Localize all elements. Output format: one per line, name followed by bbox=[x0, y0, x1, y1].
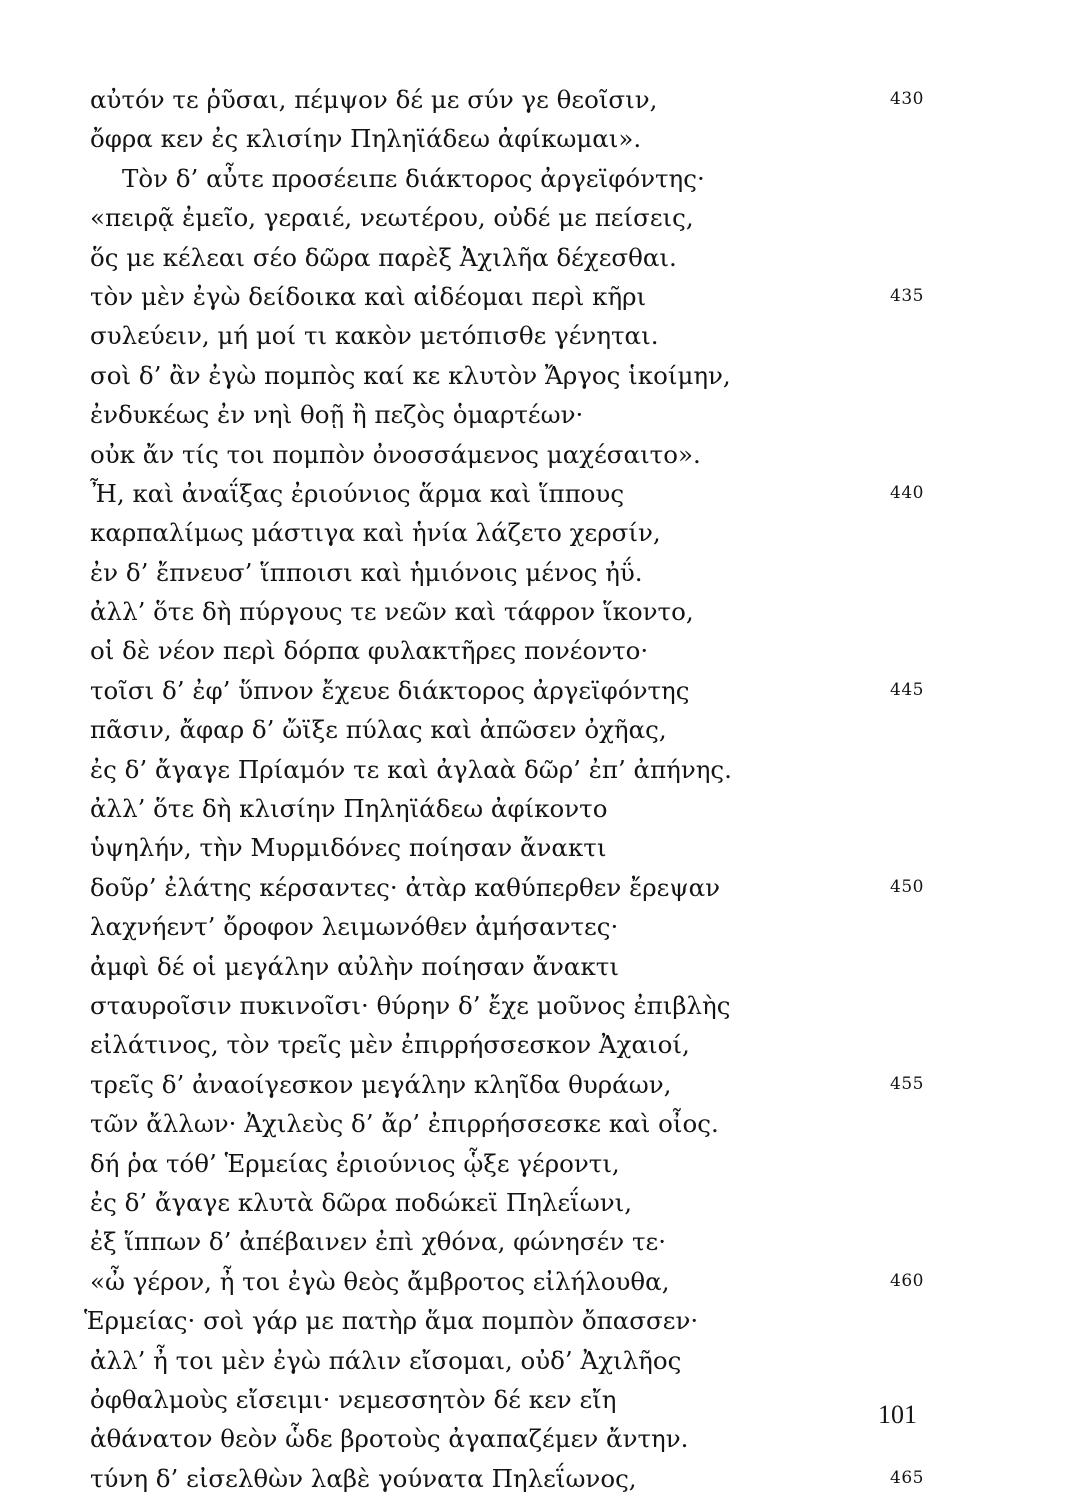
verse-text: τὸν μὲν ἐγὼ δείδοικα καὶ αἰδέομαι περὶ κῆρι bbox=[90, 281, 647, 311]
line-number: 465 bbox=[890, 1467, 924, 1488]
verse-text: δοῦρ’ ἐλάτης κέρσαντες· ἀτὰρ καθύπερθεν ἔρεψαν bbox=[90, 872, 721, 902]
verse-line bbox=[90, 1104, 1030, 1143]
verse-text: δή ῥα τόθ’ Ἑρμείας ἐριούνιος ᾧξε γέροντι, bbox=[90, 1148, 620, 1178]
verse-line bbox=[90, 513, 1030, 552]
line-number: 450 bbox=[890, 876, 924, 897]
verse-text: πᾶσιν, ἄφαρ δ’ ὤϊξε πύλας καὶ ἀπῶσεν ὀχῆας, bbox=[90, 715, 667, 745]
verse-text: τύνη δ’ εἰσελθὼν λαβὲ γούνατα Πηλεΐωνος, bbox=[90, 1463, 637, 1493]
verse-line bbox=[90, 553, 1030, 592]
verse-text: ἀμφὶ δέ οἱ μεγάλην αὐλὴν ποίησαν ἄνακτι bbox=[90, 951, 619, 981]
verse-text: ἐς δ’ ἄγαγε Πρίαμόν τε καὶ ἀγλαὰ δῶρ’ ἐπ’ ἀπήνης. bbox=[90, 754, 732, 784]
page-number: 101 bbox=[878, 1400, 917, 1429]
verse-text: ἀλλ’ ὅτε δὴ κλισίην Πηληϊάδεω ἀφίκοντο bbox=[90, 794, 608, 824]
verse-line bbox=[90, 1065, 1030, 1104]
verse-line bbox=[90, 277, 1030, 316]
verse-text: ἐνδυκέως ἐν νηὶ θοῇ ἢ πεζὸς ὁμαρτέων· bbox=[90, 400, 584, 430]
verse-text: «ὦ γέρον, ἦ τοι ἐγὼ θεὸς ἄμβροτος εἰλήλουθα, bbox=[90, 1266, 670, 1296]
verse-line bbox=[90, 1183, 1030, 1222]
verse-list bbox=[84, 80, 1030, 1498]
verse-line bbox=[90, 356, 1030, 395]
verse-line bbox=[90, 868, 1030, 907]
verse-line bbox=[90, 1144, 1030, 1183]
verse-line bbox=[90, 474, 1030, 513]
line-number: 430 bbox=[890, 89, 924, 109]
line-number: 435 bbox=[890, 285, 924, 306]
verse-text: λαχνήεντ’ ὄροφον λειμωνόθεν ἀμήσαντες· bbox=[90, 912, 619, 942]
verse-text: αὐτόν τε ῥῦσαι, πέμψον δέ με σύν γε θεοῖσιν, bbox=[90, 85, 658, 114]
verse-line bbox=[90, 316, 1030, 355]
verse-text: ὑψηλήν, τὴν Μυρμιδόνες ποίησαν ἄνακτι bbox=[90, 833, 607, 863]
verse-line bbox=[90, 238, 1030, 277]
line-number: 460 bbox=[890, 1270, 924, 1291]
verse-text: τῶν ἄλλων· Ἀχιλεὺς δ’ ἄρ’ ἐπιρρήσσεσκε καὶ οἶος. bbox=[90, 1109, 719, 1139]
verse-text: ἀλλ’ ὅτε δὴ πύργους τε νεῶν καὶ τάφρον ἵκοντο, bbox=[90, 597, 694, 627]
verse-text: εἰλάτινος, τὸν τρεῖς μὲν ἐπιρρήσσεσκον Ἀχαιοί, bbox=[90, 1030, 690, 1060]
verse-text: σταυροῖσιν πυκινοῖσι· θύρην δ’ ἔχε μοῦνος ἐπιβλὴς bbox=[90, 990, 731, 1020]
verse-line bbox=[84, 1301, 1030, 1340]
verse-text: ἐξ ἵππων δ’ ἀπέβαινεν ἐπὶ χθόνα, φώνησέν τε· bbox=[90, 1227, 666, 1257]
verse-line bbox=[90, 592, 1030, 631]
verse-text: ἀθάνατον θεὸν ὧδε βροτοὺς ἀγαπαζέμεν ἄντην. bbox=[90, 1424, 689, 1454]
verse-line bbox=[90, 986, 1030, 1025]
verse-line bbox=[90, 828, 1030, 867]
verse-line bbox=[90, 198, 1030, 237]
verse-line bbox=[90, 435, 1030, 474]
verse-text: σοὶ δ’ ἂν ἐγὼ πομπὸς καί κε κλυτὸν Ἄργος ἱκοίμην, bbox=[90, 360, 731, 390]
verse-line bbox=[90, 1025, 1030, 1064]
line-number: 445 bbox=[890, 679, 924, 700]
verse-line bbox=[90, 631, 1030, 670]
verse-text: ἐν δ’ ἔπνευσ’ ἵπποισι καὶ ἡμιόνοις μένος ἠΰ. bbox=[90, 557, 643, 587]
verse-line bbox=[90, 395, 1030, 434]
verse-line bbox=[90, 119, 1030, 158]
verse-text: ἐς δ’ ἄγαγε κλυτὰ δῶρα ποδώκεϊ Πηλεΐωνι, bbox=[90, 1187, 633, 1217]
verse-line bbox=[90, 710, 1030, 749]
verse-line bbox=[90, 947, 1030, 986]
verse-text: συλεύειν, μή μοί τι κακὸν μετόπισθε γένηται. bbox=[90, 321, 659, 351]
verse-line bbox=[90, 1262, 1030, 1301]
verse-text: Ἑρμείας· σοὶ γάρ με πατὴρ ἅμα πομπὸν ὄπασσεν· bbox=[84, 1306, 699, 1336]
verse-text: ἀλλ’ ἦ τοι μὲν ἐγὼ πάλιν εἴσομαι, οὐδ’ Ἀχιλῆος bbox=[90, 1345, 682, 1375]
line-number: 455 bbox=[890, 1073, 924, 1094]
verse-line bbox=[90, 750, 1030, 789]
verse-text: οὐκ ἄν τίς τοι πομπὸν ὀνοσσάμενος μαχέσαιτο». bbox=[90, 439, 701, 469]
verse-line bbox=[90, 159, 1030, 198]
verse-text: καρπαλίμως μάστιγα καὶ ἡνία λάζετο χερσίν, bbox=[90, 518, 661, 548]
verse-text: ὀφθαλμοὺς εἴσειμι· νεμεσσητὸν δέ κεν εἴη bbox=[90, 1384, 617, 1414]
verse-text: τοῖσι δ’ ἐφ’ ὕπνον ἔχευε διάκτορος ἀργεϊφόντης bbox=[90, 675, 690, 705]
verse-text: Τὸν δ’ αὖτε προσέειπε διάκτορος ἀργεϊφόντης· bbox=[122, 163, 705, 193]
line-number: 440 bbox=[890, 482, 924, 503]
verse-text: «πειρᾷ ἐμεῖο, γεραιέ, νεωτέρου, οὐδέ με πείσεις, bbox=[90, 203, 694, 233]
verse-line bbox=[90, 1341, 1030, 1380]
verse-line bbox=[90, 80, 1030, 119]
verse-line bbox=[90, 789, 1030, 828]
verse-text: οἱ δὲ νέον περὶ δόρπα φυλακτῆρες πονέοντο· bbox=[90, 636, 649, 666]
verse-text: ὅς με κέλεαι σέο δῶρα παρὲξ Ἀχιλῆα δέχεσθαι. bbox=[90, 242, 677, 272]
verse-line bbox=[90, 671, 1030, 710]
verse-line bbox=[90, 1459, 1030, 1498]
verse-text: τρεῖς δ’ ἀναοίγεσκον μεγάλην κληῖδα θυράων, bbox=[90, 1069, 672, 1099]
verse-line bbox=[90, 907, 1030, 946]
verse-text: Ἦ, καὶ ἀναΐξας ἐριούνιος ἅρμα καὶ ἵππους bbox=[90, 478, 625, 508]
verse-text: ὄφρα κεν ἐς κλισίην Πηληϊάδεω ἀφίκωμαι». bbox=[90, 124, 642, 154]
verse-line bbox=[90, 1222, 1030, 1261]
